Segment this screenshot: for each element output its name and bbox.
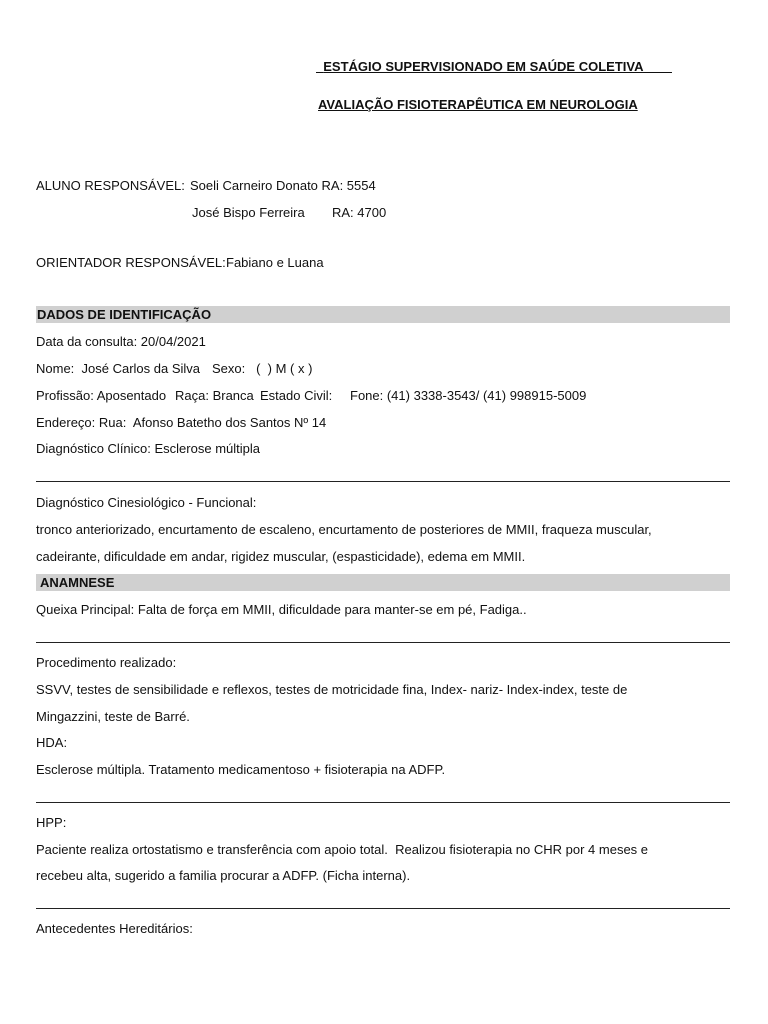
title-text: ESTÁGIO SUPERVISIONADO EM SAÚDE COLETIVA xyxy=(323,59,643,74)
divider xyxy=(36,642,730,643)
hpp-label: HPP: xyxy=(36,815,67,830)
hpp-line1: Paciente realiza ortostatismo e transferência com apoio total. Realizou fisioterapia no CHR por 4 meses e xyxy=(36,842,649,857)
divider xyxy=(36,802,730,803)
orientador-value: Fabiano e Luana xyxy=(226,255,324,270)
procedimento-line1: SSVV, testes de sensibilidade e reflexos, testes de motricidade fina, Index- nariz- Index-index, teste de xyxy=(36,682,628,697)
hda-value: Esclerose múltipla. Tratamento medicamentoso + fisioterapia na ADFP. xyxy=(36,762,446,777)
aluno-student2-ra: RA: 4700 xyxy=(332,205,387,220)
diagnostico-clinico: Diagnóstico Clínico: Esclerose múltipla xyxy=(36,441,260,456)
aluno-student1: Soeli Carneiro Donato RA: 5554 xyxy=(190,178,376,193)
divider xyxy=(36,481,730,482)
hpp-line2: recebeu alta, sugerido a familia procurar a ADFP. (Ficha interna). xyxy=(36,868,411,883)
cinesiologico-line2: cadeirante, dificuldade em andar, rigidez muscular, (espasticidade), edema em MMII. xyxy=(36,549,526,564)
data-consulta: Data da consulta: 20/04/2021 xyxy=(36,334,206,349)
identificacao-heading-bar xyxy=(36,306,730,323)
sexo: Sexo: ( ) M ( x ) xyxy=(212,361,313,376)
aluno-student2-name: José Bispo Ferreira xyxy=(192,205,305,220)
hda-label: HDA: xyxy=(36,735,68,750)
aluno-label: ALUNO RESPONSÁVEL: xyxy=(36,178,185,193)
queixa-principal: Queixa Principal: Falta de força em MMII, dificuldade para manter-se em pé, Fadiga.. xyxy=(36,602,527,617)
endereco: Endereço: Rua: Afonso Batetho dos Santos Nº 14 xyxy=(36,415,327,430)
cinesiologico-line1: tronco anteriorizado, encurtamento de escaleno, encurtamento de posteriores de MMII, fraqueza muscular, xyxy=(36,522,652,537)
identificacao-heading: DADOS DE IDENTIFICAÇÃO xyxy=(37,307,212,322)
divider xyxy=(36,908,730,909)
anamnese-heading-bar xyxy=(36,574,730,591)
profissao: Profissão: Aposentado xyxy=(36,388,167,403)
orientador-label: ORIENTADOR RESPONSÁVEL: xyxy=(36,255,226,270)
estado-civil: Estado Civil: xyxy=(260,388,333,403)
procedimento-label: Procedimento realizado: xyxy=(36,655,177,670)
cinesiologico-label: Diagnóstico Cinesiológico - Funcional: xyxy=(36,495,257,510)
document-subtitle: AVALIAÇÃO FISIOTERAPÊUTICA EM NEUROLOGIA xyxy=(318,97,638,112)
raca: Raça: Branca xyxy=(175,388,254,403)
antecedentes-label: Antecedentes Hereditários: xyxy=(36,921,193,936)
fone: Fone: (41) 3338-3543/ (41) 998915-5009 xyxy=(350,388,587,403)
anamnese-heading: ANAMNESE xyxy=(40,575,115,590)
nome: Nome: José Carlos da Silva xyxy=(36,361,201,376)
document-title xyxy=(316,44,672,74)
procedimento-line2: Mingazzini, teste de Barré. xyxy=(36,709,190,724)
